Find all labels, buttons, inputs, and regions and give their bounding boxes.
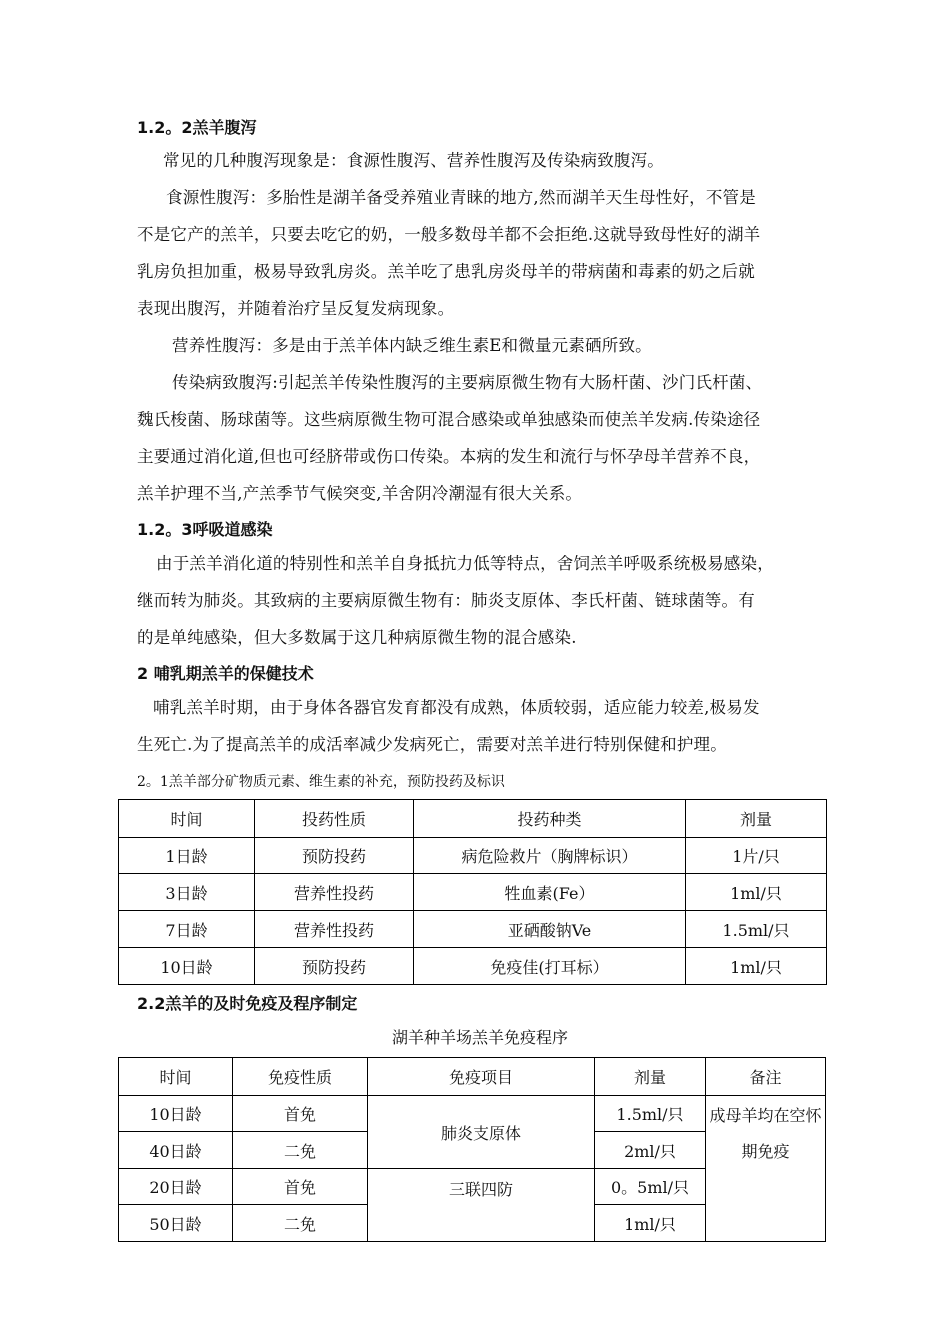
table-cell: 2ml/只 [595,1132,706,1169]
column-header: 投药性质 [255,800,414,838]
table-cell: 7日龄 [119,911,255,948]
table-cell: 10日龄 [119,948,255,985]
table-cell: 1ml/只 [686,874,827,911]
table-cell: 1.5ml/只 [686,911,827,948]
column-header: 剂量 [686,800,827,838]
table-cell-remark: 成母羊均在空怀期免疫 [706,1096,826,1242]
column-header: 免疫性质 [233,1058,368,1096]
paragraph-lactation-line1: 哺乳羔羊时期，由于身体各器官发育都没有成熟，体质较弱，适应能力较差,极易发 [153,698,760,717]
table-cell: 免疫佳(打耳标） [414,948,686,985]
table-cell: 二免 [233,1132,368,1169]
paragraph-diarrhea-types: 常见的几种腹泻现象是：食源性腹泻、营养性腹泻及传染病致腹泻。 [163,151,664,170]
table-cell: 1片/只 [686,838,827,874]
column-header: 时间 [119,800,255,838]
table-row [119,948,827,985]
section-heading-2: 2 哺乳期羔羊的保健技术 [137,664,314,683]
table-cell: 病危险救片（胸牌标识） [414,838,686,874]
table-cell: 首免 [233,1096,368,1132]
paragraph-lactation-line2: 生死亡.为了提高羔羊的成活率减少发病死亡，需要对羔羊进行特别保健和护理。 [137,735,727,754]
table-cell: 二免 [233,1205,368,1242]
column-header: 免疫项目 [368,1058,595,1096]
table-cell: 50日龄 [119,1205,233,1242]
table-header-row [119,800,827,838]
paragraph-infectious-diarrhea-line2: 魏氏梭菌、肠球菌等。这些病原微生物可混合感染或单独感染而使羔羊发病.传染途径 [137,410,761,429]
table-cell: 牲血素(Fe） [414,874,686,911]
paragraph-infectious-diarrhea-line1: 传染病致腹泻:引起羔羊传染性腹泻的主要病原微生物有大肠杆菌、沙门氏杆菌、 [172,373,763,392]
vaccination-table [118,1057,826,1242]
table-cell: 营养性投药 [255,911,414,948]
table-cell: 营养性投药 [255,874,414,911]
table-cell: 40日龄 [119,1132,233,1169]
table-cell: 1ml/只 [686,948,827,985]
table-cell: 10日龄 [119,1096,233,1132]
column-header: 备注 [706,1058,826,1096]
paragraph-nutrition-diarrhea: 营养性腹泻：多是由于羔羊体内缺乏维生素E和微量元素硒所致。 [172,336,652,355]
table-cell: 0。5ml/只 [595,1169,706,1205]
column-header: 投药种类 [414,800,686,838]
table-row [119,874,827,911]
paragraph-food-diarrhea-line3: 乳房负担加重，极易导致乳房炎。羔羊吃了患乳房炎母羊的带病菌和毒素的奶之后就 [137,262,755,281]
table-cell-vaccine-item: 肺炎支原体 [368,1096,595,1169]
section-heading-1-2-2: 1.2。2羔羊腹泻 [137,118,257,137]
table-row [119,911,827,948]
paragraph-food-diarrhea-line2: 不是它产的羔羊，只要去吃它的奶，一般多数母羊都不会拒绝.这就导致母性好的湖羊 [137,225,761,244]
table-row [119,1096,826,1132]
paragraph-respiratory-line1: 由于羔羊消化道的特别性和羔羊自身抵抗力低等特点，舍饲羔羊呼吸系统极易感染， [156,554,774,573]
section-heading-2-1: 2。1羔羊部分矿物质元素、维生素的补充，预防投药及标识 [137,774,505,790]
table-cell: 预防投药 [255,948,414,985]
table-cell: 首免 [233,1169,368,1205]
paragraph-food-diarrhea-line1: 食源性腹泻：多胎性是湖羊备受养殖业青睐的地方,然而湖羊天生母性好，不管是 [166,188,756,207]
table-cell: 预防投药 [255,838,414,874]
table-cell: 亚硒酸钠Ve [414,911,686,948]
table-row [119,838,827,874]
table-cell-vaccine-item: 三联四防 [368,1169,595,1242]
table-cell: 1ml/只 [595,1205,706,1242]
table-cell: 20日龄 [119,1169,233,1205]
table-cell: 1.5ml/只 [595,1096,706,1132]
paragraph-food-diarrhea-line4: 表现出腹泻，并随着治疗呈反复发病现象。 [137,299,455,318]
paragraph-infectious-diarrhea-line4: 羔羊护理不当,产羔季节气候突变,羊舍阴冷潮湿有很大关系。 [137,484,583,503]
paragraph-respiratory-line2: 继而转为肺炎。其致病的主要病原微生物有：肺炎支原体、李氏杆菌、链球菌等。有 [137,591,755,610]
section-heading-1-2-3: 1.2。3呼吸道感染 [137,520,273,539]
section-heading-2-2: 2.2羔羊的及时免疫及程序制定 [137,994,358,1013]
medication-table [118,799,827,985]
table-caption: 湖羊种羊场羔羊免疫程序 [392,1028,569,1047]
table-cell: 1日龄 [119,838,255,874]
paragraph-infectious-diarrhea-line3: 主要通过消化道,但也可经脐带或伤口传染。本病的发生和流行与怀孕母羊营养不良， [137,447,761,466]
column-header: 剂量 [595,1058,706,1096]
column-header: 时间 [119,1058,233,1096]
table-cell: 3日龄 [119,874,255,911]
paragraph-respiratory-line3: 的是单纯感染，但大多数属于这几种病原微生物的混合感染. [137,628,577,647]
table-header-row [119,1058,826,1096]
